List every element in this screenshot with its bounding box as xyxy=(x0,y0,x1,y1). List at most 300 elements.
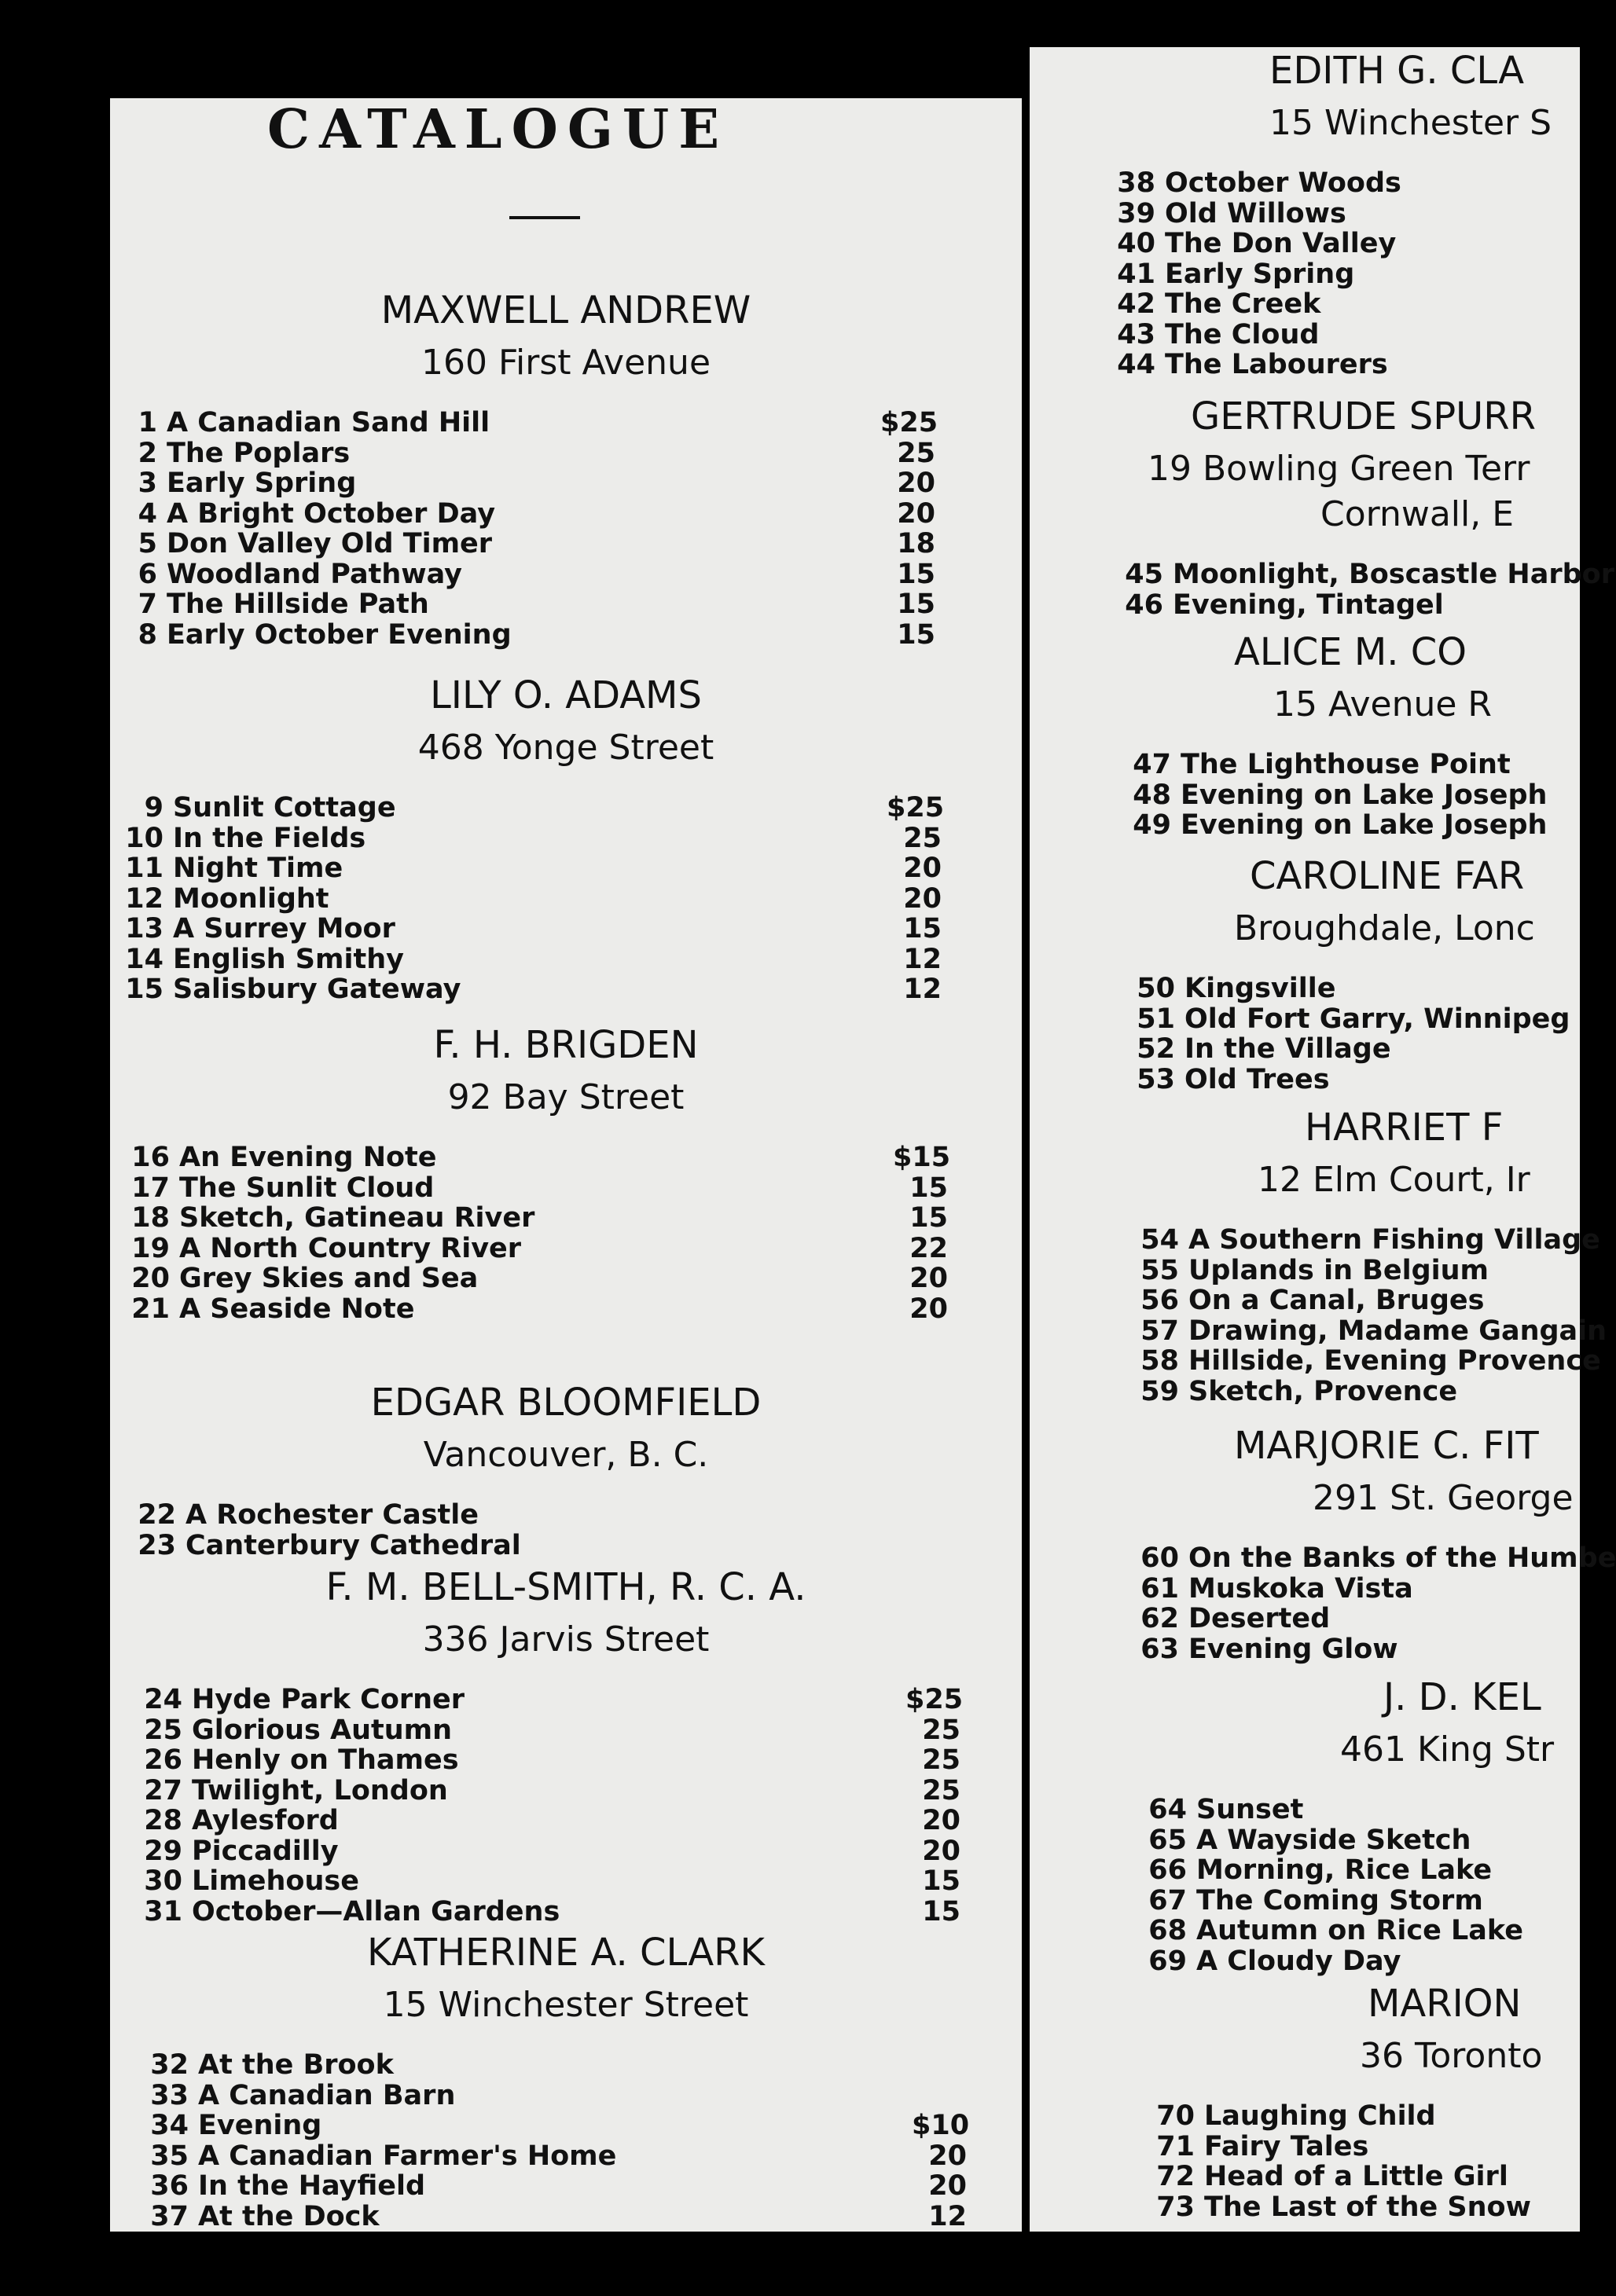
entry-title: The Poplars xyxy=(167,437,351,469)
catalogue-entry xyxy=(1140,1795,1580,1825)
left-page xyxy=(110,98,1022,2232)
entry-title: Twilight, London xyxy=(192,1774,448,1806)
entry-price: 15 xyxy=(909,1172,948,1204)
entry-title: Limehouse xyxy=(192,1865,359,1897)
entry-title: Sketch, Gatineau River xyxy=(179,1202,535,1234)
artist-section xyxy=(110,672,1022,1005)
entry-price: 15 xyxy=(897,618,935,651)
entry-title: Morning, Rice Lake xyxy=(1196,1854,1493,1886)
catalogue-entry xyxy=(135,1806,1022,1836)
entry-price: 25 xyxy=(922,1744,960,1776)
catalogue-entry xyxy=(1128,974,1580,1004)
entry-number: 39 xyxy=(1117,197,1155,229)
entry-number: 67 xyxy=(1148,1884,1187,1916)
artist-section xyxy=(1030,1674,1580,1976)
entry-title: A Bright October Day xyxy=(167,497,496,530)
entry-title: Muskoka Vista xyxy=(1188,1572,1413,1605)
entry-number: 50 xyxy=(1137,973,1175,1004)
entry-number: 32 xyxy=(150,2049,189,2081)
entry-price: 20 xyxy=(909,1293,948,1325)
entry-title: The Creek xyxy=(1165,288,1321,320)
artist-address: 461 King Str xyxy=(1340,1729,1555,1770)
catalogue-entry xyxy=(1132,1542,1616,1574)
artist-address: 468 Yonge Street xyxy=(417,728,714,768)
artist-name: HARRIET F xyxy=(1305,1106,1504,1150)
entry-price: 25 xyxy=(922,1714,960,1746)
entry-price: 25 xyxy=(903,822,942,854)
catalogue-entry xyxy=(110,620,1022,651)
artist-name: F. M. BELL-SMITH, R. C. A. xyxy=(325,1565,806,1609)
catalogue-entry xyxy=(1128,1004,1580,1035)
catalogue-entry xyxy=(1148,2192,1580,2223)
entry-title: The Sunlit Cloud xyxy=(179,1172,435,1204)
entry-number: 49 xyxy=(1133,809,1171,841)
catalogue-entry xyxy=(141,2202,1022,2232)
artist-address: Vancouver, B. C. xyxy=(423,1435,709,1475)
entry-price: 22 xyxy=(909,1232,948,1264)
catalogue-entry xyxy=(1132,1224,1600,1256)
catalogue-entry xyxy=(1140,1855,1580,1886)
entry-title: A North Country River xyxy=(179,1232,522,1264)
catalogue-entry xyxy=(1116,590,1580,621)
entry-number: 24 xyxy=(144,1684,182,1715)
catalogue-list xyxy=(110,1685,1022,1927)
entry-number: 17 xyxy=(131,1172,170,1204)
entry-number: 13 xyxy=(125,913,163,944)
catalogue-entry xyxy=(135,1866,1022,1897)
catalogue-entry xyxy=(1124,750,1580,780)
artist-address: 92 Bay Street xyxy=(447,1077,685,1117)
catalogue-entry xyxy=(110,589,1022,620)
artist-section xyxy=(1030,629,1580,841)
entry-title: Early Spring xyxy=(167,468,357,499)
artist-section xyxy=(1030,853,1580,1095)
artist-name: CAROLINE FAR xyxy=(1250,854,1525,898)
entry-price: 25 xyxy=(922,1774,960,1806)
entry-number: 3 xyxy=(138,468,157,499)
entry-title: Evening, Tintagel xyxy=(1173,589,1444,621)
entry-number: 64 xyxy=(1148,1794,1187,1825)
catalogue-entry xyxy=(1132,1345,1601,1377)
entry-number: 26 xyxy=(144,1744,182,1776)
entry-title: Early Spring xyxy=(1165,258,1355,290)
entry-price: 20 xyxy=(922,1805,960,1836)
entry-number: 48 xyxy=(1133,779,1171,811)
catalogue-entry xyxy=(1108,168,1580,199)
catalogue-list xyxy=(110,1500,1022,1561)
entry-number: 62 xyxy=(1140,1603,1179,1634)
entry-title: Sunset xyxy=(1196,1794,1304,1825)
entry-title: Moonlight xyxy=(173,882,329,915)
catalogue-entry xyxy=(1132,1574,1580,1605)
catalogue-list xyxy=(1030,559,1614,621)
catalogue-entry xyxy=(1140,1946,1580,1977)
entry-number: 28 xyxy=(144,1805,182,1836)
catalogue-entry xyxy=(141,2050,1022,2081)
entry-number: 70 xyxy=(1156,2100,1195,2132)
artist-section xyxy=(1030,1104,1607,1407)
entry-number: 54 xyxy=(1140,1224,1179,1256)
entry-title: Kingsville xyxy=(1184,973,1336,1004)
entry-number: 72 xyxy=(1156,2161,1195,2192)
entry-title: A Canadian Farmer's Home xyxy=(198,2140,617,2172)
entry-price: $25 xyxy=(880,407,938,438)
catalogue-entry xyxy=(123,1234,1022,1264)
entry-title: A Canadian Sand Hill xyxy=(167,407,490,438)
entry-title: A Cloudy Day xyxy=(1196,1945,1401,1977)
entry-number: 35 xyxy=(150,2140,189,2172)
entry-number: 22 xyxy=(138,1499,176,1531)
entry-title: A Seaside Note xyxy=(179,1293,415,1325)
entry-price: 25 xyxy=(897,437,935,469)
catalogue-entry xyxy=(135,1897,1022,1927)
entry-title: Laughing Child xyxy=(1204,2100,1436,2132)
catalogue-entry xyxy=(135,1776,1022,1806)
catalogue-entry xyxy=(110,438,1022,469)
entry-number: 52 xyxy=(1137,1033,1175,1065)
entry-number: 1 xyxy=(138,407,157,438)
entry-price: 20 xyxy=(928,2140,967,2172)
artist-name: MARJORIE C. FIT xyxy=(1234,1424,1539,1468)
entry-number: 55 xyxy=(1140,1254,1179,1286)
artist-address: 291 St. George xyxy=(1313,1478,1574,1518)
entry-number: 7 xyxy=(138,589,157,620)
artist-name: KATHERINE A. CLARK xyxy=(366,1931,765,1975)
artist-section xyxy=(110,1021,1022,1324)
catalogue-list xyxy=(1030,750,1580,841)
catalogue-entry xyxy=(116,944,1022,975)
entry-price: 15 xyxy=(922,1895,960,1927)
entry-number: 19 xyxy=(131,1232,170,1264)
entry-title: Evening Glow xyxy=(1188,1633,1398,1665)
entry-number: 44 xyxy=(1117,349,1155,380)
entry-price: 15 xyxy=(897,558,935,590)
entry-title: Evening on Lake Joseph xyxy=(1181,809,1548,841)
catalogue-entry xyxy=(110,529,1022,559)
entry-price: 20 xyxy=(903,853,942,884)
catalogue-list xyxy=(1030,974,1580,1095)
entry-title: Evening on Lake Joseph xyxy=(1181,779,1548,811)
entry-title: The Coming Storm xyxy=(1196,1884,1483,1916)
artist-name: J. D. KEL xyxy=(1383,1675,1541,1719)
entry-number: 10 xyxy=(125,822,163,854)
entry-number: 58 xyxy=(1140,1345,1179,1377)
catalogue-entry xyxy=(1132,1315,1607,1347)
entry-number: 12 xyxy=(125,882,163,915)
entry-number: 27 xyxy=(144,1774,182,1806)
entry-price: 20 xyxy=(928,2170,967,2202)
catalogue-list xyxy=(1030,1224,1607,1407)
entry-price: 20 xyxy=(897,497,935,530)
entry-title: Deserted xyxy=(1188,1603,1331,1634)
entry-number: 16 xyxy=(131,1142,170,1173)
entry-title: At the Brook xyxy=(198,2049,394,2081)
catalogue-entry xyxy=(1116,559,1614,590)
entry-title: Autumn on Rice Lake xyxy=(1196,1915,1523,1946)
entry-number: 41 xyxy=(1117,258,1155,290)
catalogue-list xyxy=(1030,168,1580,380)
catalogue-entry xyxy=(1148,2162,1580,2192)
right-page xyxy=(1030,47,1616,2232)
artist-address: 36 Toronto xyxy=(1360,2036,1543,2076)
catalogue-entry xyxy=(1132,1256,1580,1286)
entry-title: The Don Valley xyxy=(1165,228,1397,259)
catalogue-entry xyxy=(123,1203,1022,1234)
entry-title: The Hillside Path xyxy=(167,589,429,620)
entry-number: 36 xyxy=(150,2170,189,2202)
artist-section xyxy=(1030,1422,1616,1665)
artist-address: 336 Jarvis Street xyxy=(422,1619,710,1660)
entry-title: A Canadian Barn xyxy=(198,2079,456,2111)
entry-number: 69 xyxy=(1148,1945,1187,1977)
entry-number: 29 xyxy=(144,1835,182,1867)
entry-title: October Woods xyxy=(1165,167,1401,199)
catalogue-entry xyxy=(1108,320,1580,350)
catalogue-entry xyxy=(123,1294,1022,1325)
entry-title: The Cloud xyxy=(1165,318,1320,350)
entry-title: Early October Evening xyxy=(167,618,512,651)
entry-title: Grey Skies and Sea xyxy=(179,1263,479,1294)
entry-title: On a Canal, Bruges xyxy=(1188,1285,1485,1316)
entry-number: 59 xyxy=(1140,1375,1179,1407)
entry-price: $15 xyxy=(893,1142,951,1173)
catalogue-entry xyxy=(141,2171,1022,2202)
catalogue-entry xyxy=(1124,780,1580,811)
entry-title: In the Fields xyxy=(173,822,366,854)
entry-number: 25 xyxy=(144,1714,182,1746)
entry-title: Henly on Thames xyxy=(192,1744,459,1776)
entry-number: 5 xyxy=(138,528,157,559)
entry-title: On the Banks of the Humbe xyxy=(1188,1542,1616,1574)
entry-number: 53 xyxy=(1137,1063,1175,1095)
entry-number: 51 xyxy=(1137,1003,1175,1035)
catalogue-entry xyxy=(1148,2132,1580,2162)
entry-price: 12 xyxy=(903,943,942,975)
artist-section xyxy=(110,1379,1022,1561)
artist-address: Broughdale, Lonc xyxy=(1234,908,1535,948)
catalogue-entry xyxy=(116,974,1022,1005)
artist-address: 15 Avenue R xyxy=(1273,684,1493,724)
entry-title: Fairy Tales xyxy=(1204,2130,1369,2162)
catalogue-entry xyxy=(141,2141,1022,2172)
entry-number: 63 xyxy=(1140,1633,1179,1665)
artist-name: LILY O. ADAMS xyxy=(430,673,702,717)
catalogue-entry xyxy=(1108,259,1580,290)
catalogue-title: CATALOGUE xyxy=(267,98,729,161)
catalogue-entry xyxy=(129,1531,1022,1561)
catalogue-entry xyxy=(110,408,1022,438)
entry-number: 31 xyxy=(144,1895,182,1927)
entry-price: 12 xyxy=(903,974,942,1005)
entry-title: Aylesford xyxy=(192,1805,339,1836)
entry-title: The Labourers xyxy=(1165,349,1388,380)
artist-section xyxy=(110,1564,1022,1927)
artist-name: GERTRUDE SPURR xyxy=(1191,394,1536,438)
catalogue-entry xyxy=(1140,1886,1580,1916)
entry-number: 38 xyxy=(1117,167,1155,199)
entry-title: In the Village xyxy=(1184,1033,1391,1065)
entry-number: 6 xyxy=(138,558,157,590)
entry-number: 33 xyxy=(150,2079,189,2111)
entry-number: 15 xyxy=(125,974,163,1005)
entry-number: 40 xyxy=(1117,228,1155,259)
entry-title: Sketch, Provence xyxy=(1188,1375,1458,1407)
catalogue-entry xyxy=(1132,1604,1580,1634)
title-rule xyxy=(509,216,580,219)
entry-price: 20 xyxy=(922,1835,960,1867)
catalogue-list xyxy=(1030,1795,1580,1976)
entry-number: 61 xyxy=(1140,1572,1179,1605)
entry-number: 65 xyxy=(1148,1824,1187,1856)
artist-name: EDITH G. CLA xyxy=(1269,49,1525,93)
catalogue-entry xyxy=(135,1745,1022,1776)
entry-price: 15 xyxy=(903,913,942,944)
artist-address-line2: Cornwall, E xyxy=(1320,494,1515,534)
entry-number: 43 xyxy=(1117,318,1155,350)
artist-name: MARION xyxy=(1368,1982,1522,2026)
entry-price: 20 xyxy=(909,1263,948,1294)
entry-number: 68 xyxy=(1148,1915,1187,1946)
entry-title: Don Valley Old Timer xyxy=(167,528,493,559)
entry-title: A Surrey Moor xyxy=(173,913,395,944)
entry-number: 45 xyxy=(1125,559,1163,590)
entry-price: 20 xyxy=(897,468,935,499)
entry-price: 18 xyxy=(897,528,935,559)
catalogue-entry xyxy=(116,793,1022,823)
entry-title: The Lighthouse Point xyxy=(1181,749,1511,780)
entry-title: English Smithy xyxy=(173,943,404,975)
entry-price: $10 xyxy=(912,2110,970,2141)
catalogue-entry xyxy=(141,2081,1022,2111)
catalogue-entry xyxy=(1108,289,1580,320)
catalogue-list xyxy=(1030,1542,1616,1665)
artist-address: 19 Bowling Green Terr xyxy=(1148,449,1530,489)
entry-title: Woodland Pathway xyxy=(167,558,462,590)
entry-number: 73 xyxy=(1156,2191,1195,2223)
artist-address: 160 First Avenue xyxy=(421,343,711,383)
artist-section xyxy=(110,1929,1022,2232)
artist-name: EDGAR BLOOMFIELD xyxy=(370,1381,762,1425)
catalogue-entry xyxy=(1132,1377,1580,1407)
entry-title: An Evening Note xyxy=(179,1142,437,1173)
entry-price: 12 xyxy=(928,2200,967,2232)
entry-title: Salisbury Gateway xyxy=(173,974,461,1005)
entry-number: 56 xyxy=(1140,1285,1179,1316)
entry-number: 57 xyxy=(1140,1315,1179,1347)
entry-title: Sunlit Cottage xyxy=(173,792,396,823)
artist-name: F. H. BRIGDEN xyxy=(433,1023,699,1067)
entry-title: Old Willows xyxy=(1165,197,1346,229)
entry-number: 47 xyxy=(1133,749,1171,780)
entry-number: 46 xyxy=(1125,589,1163,621)
catalogue-entry xyxy=(116,823,1022,854)
catalogue-entry xyxy=(129,1500,1022,1531)
artist-name: MAXWELL ANDREW xyxy=(380,288,751,332)
catalogue-entry xyxy=(1132,1286,1580,1316)
catalogue-list xyxy=(110,408,1022,650)
catalogue-entry xyxy=(141,2111,1022,2141)
entry-number: 14 xyxy=(125,943,163,975)
artist-address: 15 Winchester Street xyxy=(383,1985,749,2025)
entry-number: 34 xyxy=(150,2110,189,2141)
entry-number: 66 xyxy=(1148,1854,1187,1886)
entry-number: 9 xyxy=(144,792,163,823)
entry-number: 42 xyxy=(1117,288,1155,320)
entry-number: 2 xyxy=(138,437,157,469)
catalogue-list xyxy=(110,1142,1022,1324)
catalogue-entry xyxy=(110,468,1022,499)
catalogue-list xyxy=(110,793,1022,1005)
entry-title: Uplands in Belgium xyxy=(1188,1254,1489,1286)
artist-name: ALICE M. CO xyxy=(1234,630,1467,674)
entry-number: 60 xyxy=(1140,1542,1179,1574)
entry-price: $25 xyxy=(905,1684,964,1715)
catalogue-entry xyxy=(110,559,1022,590)
entry-title: At the Dock xyxy=(198,2200,380,2232)
entry-title: The Last of the Snow xyxy=(1204,2191,1531,2223)
catalogue-entry xyxy=(116,914,1022,944)
entry-number: 4 xyxy=(138,497,157,530)
catalogue-entry xyxy=(1148,2101,1580,2132)
catalogue-entry xyxy=(1132,1634,1580,1665)
entry-title: Hillside, Evening Provence xyxy=(1188,1345,1601,1377)
catalogue-list xyxy=(110,2050,1022,2232)
entry-title: A Rochester Castle xyxy=(185,1499,479,1531)
catalogue-entry xyxy=(116,884,1022,915)
catalogue-entry xyxy=(1128,1034,1580,1065)
catalogue-entry xyxy=(1124,810,1580,841)
entry-title: October—Allan Gardens xyxy=(192,1895,560,1927)
catalogue-entry xyxy=(1108,350,1580,380)
entry-title: Night Time xyxy=(173,853,343,884)
artist-section xyxy=(1030,47,1580,380)
artist-section xyxy=(110,287,1022,650)
artist-address: 15 Winchester S xyxy=(1269,103,1552,143)
artist-section xyxy=(1030,393,1614,621)
entry-number: 21 xyxy=(131,1293,170,1325)
entry-title: Canterbury Cathedral xyxy=(185,1529,521,1561)
entry-title: Glorious Autumn xyxy=(192,1714,453,1746)
catalogue-entry xyxy=(123,1264,1022,1294)
entry-price: 15 xyxy=(897,589,935,620)
catalogue-entry xyxy=(135,1836,1022,1867)
entry-title: Evening xyxy=(198,2110,322,2141)
entry-price: $25 xyxy=(887,792,945,823)
catalogue-entry xyxy=(1140,1825,1580,1856)
catalogue-entry xyxy=(1108,199,1580,229)
entry-title: Head of a Little Girl xyxy=(1204,2161,1508,2192)
entry-title: Piccadilly xyxy=(192,1835,339,1867)
catalogue-entry xyxy=(1108,229,1580,259)
entry-number: 20 xyxy=(131,1263,170,1294)
entry-title: Old Trees xyxy=(1184,1063,1330,1095)
entry-number: 8 xyxy=(138,618,157,651)
catalogue-entry xyxy=(135,1715,1022,1746)
catalogue-entry xyxy=(123,1142,1022,1173)
entry-title: Moonlight, Boscastle Harbor xyxy=(1173,559,1614,590)
entry-title: A Southern Fishing Village xyxy=(1188,1224,1600,1256)
catalogue-list xyxy=(1030,2101,1580,2222)
entry-title: Hyde Park Corner xyxy=(192,1684,465,1715)
entry-price: 15 xyxy=(922,1865,960,1897)
entry-title: Old Fort Garry, Winnipeg xyxy=(1184,1003,1570,1035)
entry-price: 20 xyxy=(903,882,942,915)
entry-number: 37 xyxy=(150,2200,189,2232)
artist-section xyxy=(1030,1980,1580,2222)
entry-number: 11 xyxy=(125,853,163,884)
catalogue-entry xyxy=(135,1685,1022,1715)
entry-title: A Wayside Sketch xyxy=(1196,1824,1471,1856)
